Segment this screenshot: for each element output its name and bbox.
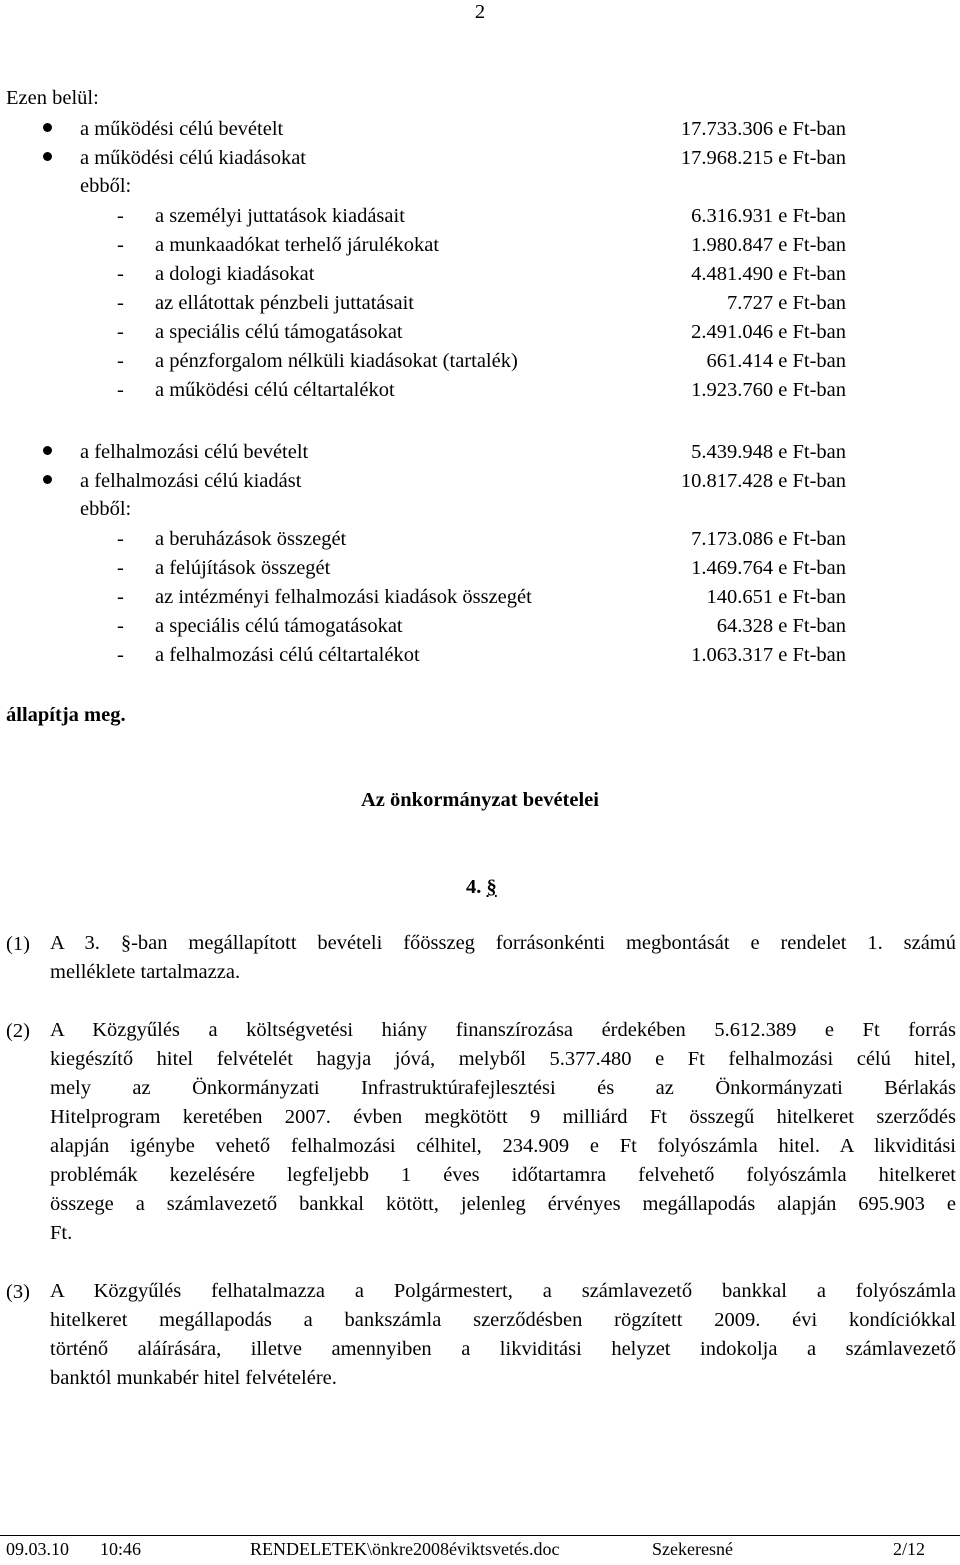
bullet-icon (43, 475, 52, 484)
paragraph-line: A 3. §-ban megállapított bevételi főösszeg forrásonkénti megbontását e rendelet 1. számú (50, 932, 956, 954)
item-value: 1.923.760 e Ft-ban (691, 379, 846, 401)
allapitja-text: állapítja meg. (6, 704, 126, 726)
paragraph-line: problémák kezelésére legfeljebb 1 éves időtartamra felvehető folyószámla hitelkeret (50, 1164, 956, 1186)
page-number: 2 (474, 1, 486, 23)
item-value: 6.316.931 e Ft-ban (691, 205, 846, 227)
list-item (0, 528, 960, 557)
paragraph-line: kiegészítő hitel felvételét hagyja jóvá, melyből 5.377.480 e Ft felhalmozási célú hitel, (50, 1048, 956, 1070)
paragraph-line: Hitelprogram keretében 2007. évben megkötött 9 milliárd Ft összegű hitelkeret szerződés (50, 1106, 956, 1128)
footer-author: Szekeresné (652, 1539, 733, 1559)
item-label: az intézményi felhalmozási kiadások összegét (155, 586, 532, 608)
item-value: 661.414 e Ft-ban (706, 350, 846, 372)
footer-time: 10:46 (100, 1539, 142, 1559)
paragraph-line: A Közgyűlés a költségvetési hiány finanszírozása érdekében 5.612.389 e Ft forrás (50, 1019, 956, 1041)
bullet-icon (43, 152, 52, 161)
item-label: a működési célú kiadásokat (80, 147, 307, 169)
dash-marker: - (117, 350, 124, 372)
paragraph-line: melléklete tartalmazza. (50, 961, 241, 983)
item-label: a munkaadókat terhelő járulékokat (155, 234, 440, 256)
item-value: 17.968.215 e Ft-ban (680, 147, 846, 169)
item-value: 1.063.317 e Ft-ban (691, 644, 846, 666)
item-value: 1.980.847 e Ft-ban (691, 234, 846, 256)
item-value: 7.173.086 e Ft-ban (691, 528, 846, 550)
dash-marker: - (117, 615, 124, 637)
list-item (0, 586, 960, 615)
list-item (0, 263, 960, 292)
dash-marker: - (117, 292, 124, 314)
paragraph-line: történő aláírására, illetve amennyiben a likviditási helyzet indokolja a számlavezető (50, 1338, 956, 1360)
item-value: 17.733.306 e Ft-ban (680, 118, 846, 140)
dash-marker: - (117, 321, 124, 343)
list-item (0, 321, 960, 350)
item-value: 7.727 e Ft-ban (727, 292, 846, 314)
section-number-value: 4. (466, 876, 482, 898)
footer-date: 09.03.10 (6, 1539, 69, 1559)
dash-marker: - (117, 205, 124, 227)
item-label: a személyi juttatások kiadásait (155, 205, 405, 227)
item-label: a felhalmozási célú kiadást (80, 470, 302, 492)
paragraph-1 (50, 929, 956, 987)
list-item (0, 615, 960, 644)
list-item (0, 234, 960, 263)
list-item (0, 644, 960, 673)
paragraph-number: (1) (6, 933, 30, 955)
dash-marker: - (117, 528, 124, 550)
paragraph-line: összege a számlavezető bankkal kötött, jelenleg érvényes megállapodás alapján 695.903 e (50, 1193, 956, 1215)
item-value: 140.651 e Ft-ban (706, 586, 846, 608)
dash-marker: - (117, 379, 124, 401)
item-label: a pénzforgalom nélküli kiadásokat (tartalék) (155, 350, 518, 372)
dash-marker: - (117, 644, 124, 666)
item-label: a működési célú céltartalékot (155, 379, 395, 401)
paragraph-number: (3) (6, 1281, 30, 1303)
dash-marker: - (117, 234, 124, 256)
item-label: a beruházások összegét (155, 528, 347, 550)
item-value: 4.481.490 e Ft-ban (691, 263, 846, 285)
dash-marker: - (117, 586, 124, 608)
paragraph-line: Ft. (50, 1222, 73, 1244)
paragraph-number: (2) (6, 1020, 30, 1042)
item-label: a dologi kiadásokat (155, 263, 315, 285)
footer-rule (0, 1535, 960, 1536)
list-item (0, 557, 960, 586)
item-value: 10.817.428 e Ft-ban (680, 470, 846, 492)
item-value: 64.328 e Ft-ban (716, 615, 846, 637)
item-label: az ellátottak pénzbeli juttatásait (155, 292, 414, 314)
paragraph-line: mely az Önkormányzati Infrastruktúrafejlesztési és az Önkormányzati Bérlakás (50, 1077, 956, 1099)
footer-path: RENDELETEK\önkre2008éviktsvetés.doc (250, 1539, 560, 1559)
item-label: a működési célú bevételt (80, 118, 284, 140)
list-item (0, 379, 960, 408)
list-item (0, 292, 960, 321)
item-label: a speciális célú támogatásokat (155, 615, 403, 637)
paragraph-line: banktól munkabér hitel felvételére. (50, 1367, 337, 1389)
bullet-icon (43, 123, 52, 132)
item-value: 5.439.948 e Ft-ban (691, 441, 846, 463)
ebbol-label: ebből: (80, 498, 132, 520)
ebbol-label: ebből: (80, 175, 132, 197)
section-title: Az önkormányzat bevételei (361, 789, 599, 811)
paragraph-line: alapján igénybe vehető felhalmozási célhitel, 234.909 e Ft folyószámla hitel. A likviditási (50, 1135, 956, 1157)
list-item (0, 147, 960, 176)
list-item (0, 205, 960, 234)
bullet-icon (43, 446, 52, 455)
item-label: a felhalmozási célú bevételt (80, 441, 309, 463)
section-number (466, 877, 497, 898)
list-item (0, 441, 960, 470)
item-label: a felújítások összegét (155, 557, 331, 579)
paragraph-line: A Közgyűlés felhatalmazza a Polgármestert, a számlavezető bankkal a folyószámla (50, 1280, 956, 1302)
paragraph-2 (50, 1016, 956, 1248)
section-sign: § (486, 876, 497, 898)
footer-page: 2/12 (893, 1539, 926, 1559)
item-label: a speciális célú támogatásokat (155, 321, 403, 343)
dash-marker: - (117, 557, 124, 579)
paragraph-line: hitelkeret megállapodás a bankszámla szerződésben rögzített 2009. évi kondíciókkal (50, 1309, 956, 1331)
item-value: 1.469.764 e Ft-ban (691, 557, 846, 579)
list-item (0, 118, 960, 147)
dash-marker: - (117, 263, 124, 285)
intro-text: Ezen belül: (6, 87, 99, 109)
item-label: a felhalmozási célú céltartalékot (155, 644, 420, 666)
item-value: 2.491.046 e Ft-ban (691, 321, 846, 343)
list-item (0, 470, 960, 499)
paragraph-3 (50, 1277, 956, 1393)
list-item (0, 350, 960, 379)
